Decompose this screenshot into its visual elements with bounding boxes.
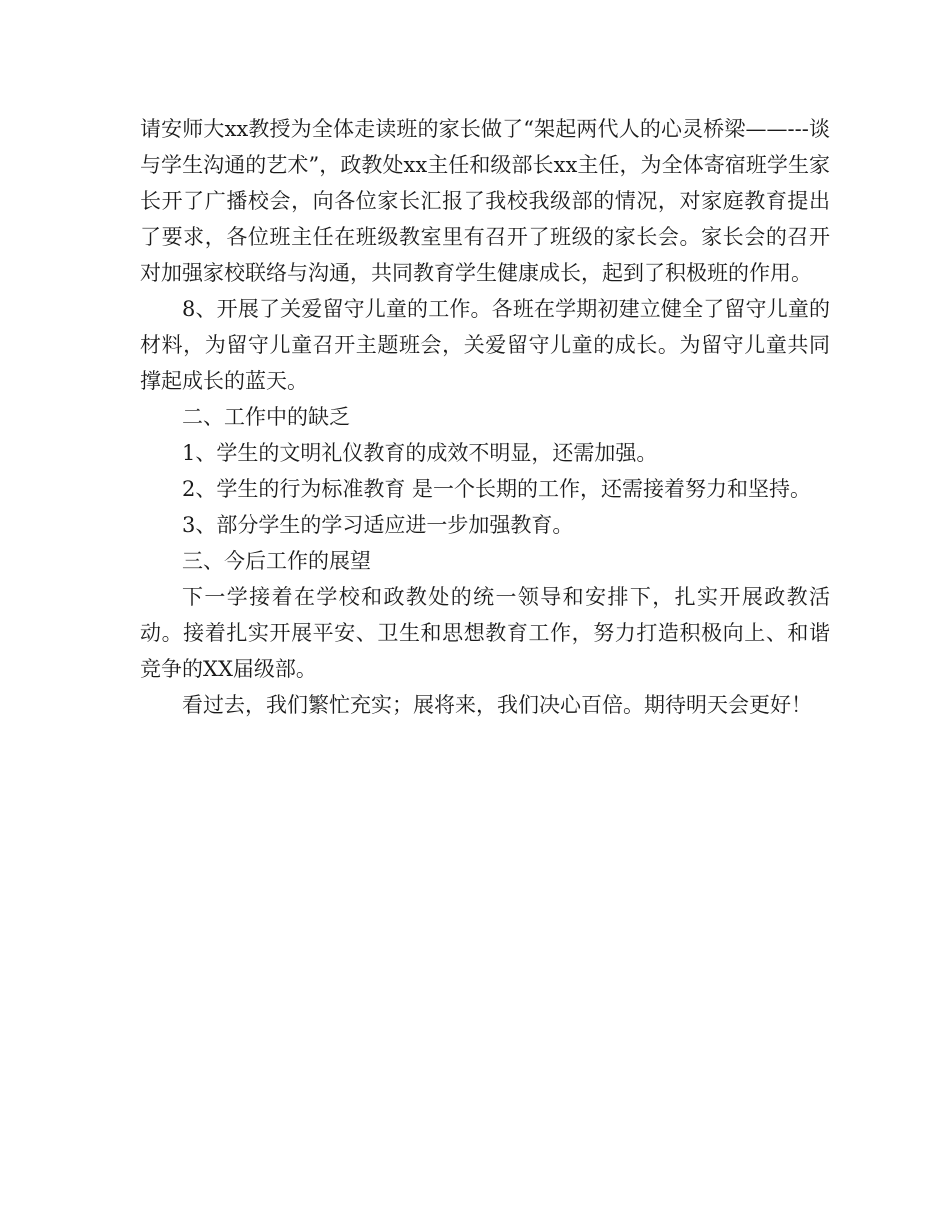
- list-item-shortcoming-1: 1、学生的文明礼仪教育的成效不明显，还需加强。: [182, 441, 658, 465]
- list-item-shortcoming-3: 3、部分学生的学习适应进一步加强教育。: [182, 513, 574, 537]
- section-heading-outlook: 三、今后工作的展望: [182, 549, 371, 573]
- paragraph-outlook: 下一学接着在学校和政教处的统一领导和安排下，扎实开展政教活动。接着扎实开展平安、卫生和思想教育工作，努力打造积极向上、和谐竞争的XX届级部。: [140, 585, 830, 681]
- paragraph-closing: 看过去，我们繁忙充实；展将来，我们决心百倍。期待明天会更好！: [182, 693, 812, 717]
- document-body: [140, 111, 830, 723]
- list-item-shortcoming-2: 2、学生的行为标准教育 是一个长期的工作，还需接着努力和坚持。: [182, 477, 812, 501]
- section-heading-shortcomings: 二、工作中的缺乏: [182, 405, 350, 429]
- paragraph-left-behind-children: 8、开展了关爱留守儿童的工作。各班在学期初建立健全了留守儿童的材料，为留守儿童召开主题班会，关爱留守儿童的成长。为留守儿童共同撑起成长的蓝天。: [140, 297, 830, 393]
- paragraph-parent-meeting: 请安师大xx教授为全体走读班的家长做了“架起两代人的心灵桥梁——---谈与学生沟通的艺术”，政教处xx主任和级部长xx主任，为全体寄宿班学生家长开了广播校会，向各位家长汇报了我校我级部的情况，对家庭教育提出了要求，各位班主任在班级教室里有召开了班级的家长会。家长会的召开对加强家校联络与沟通，共同教育学生健康成长，起到了积极班的作用。: [140, 117, 830, 285]
